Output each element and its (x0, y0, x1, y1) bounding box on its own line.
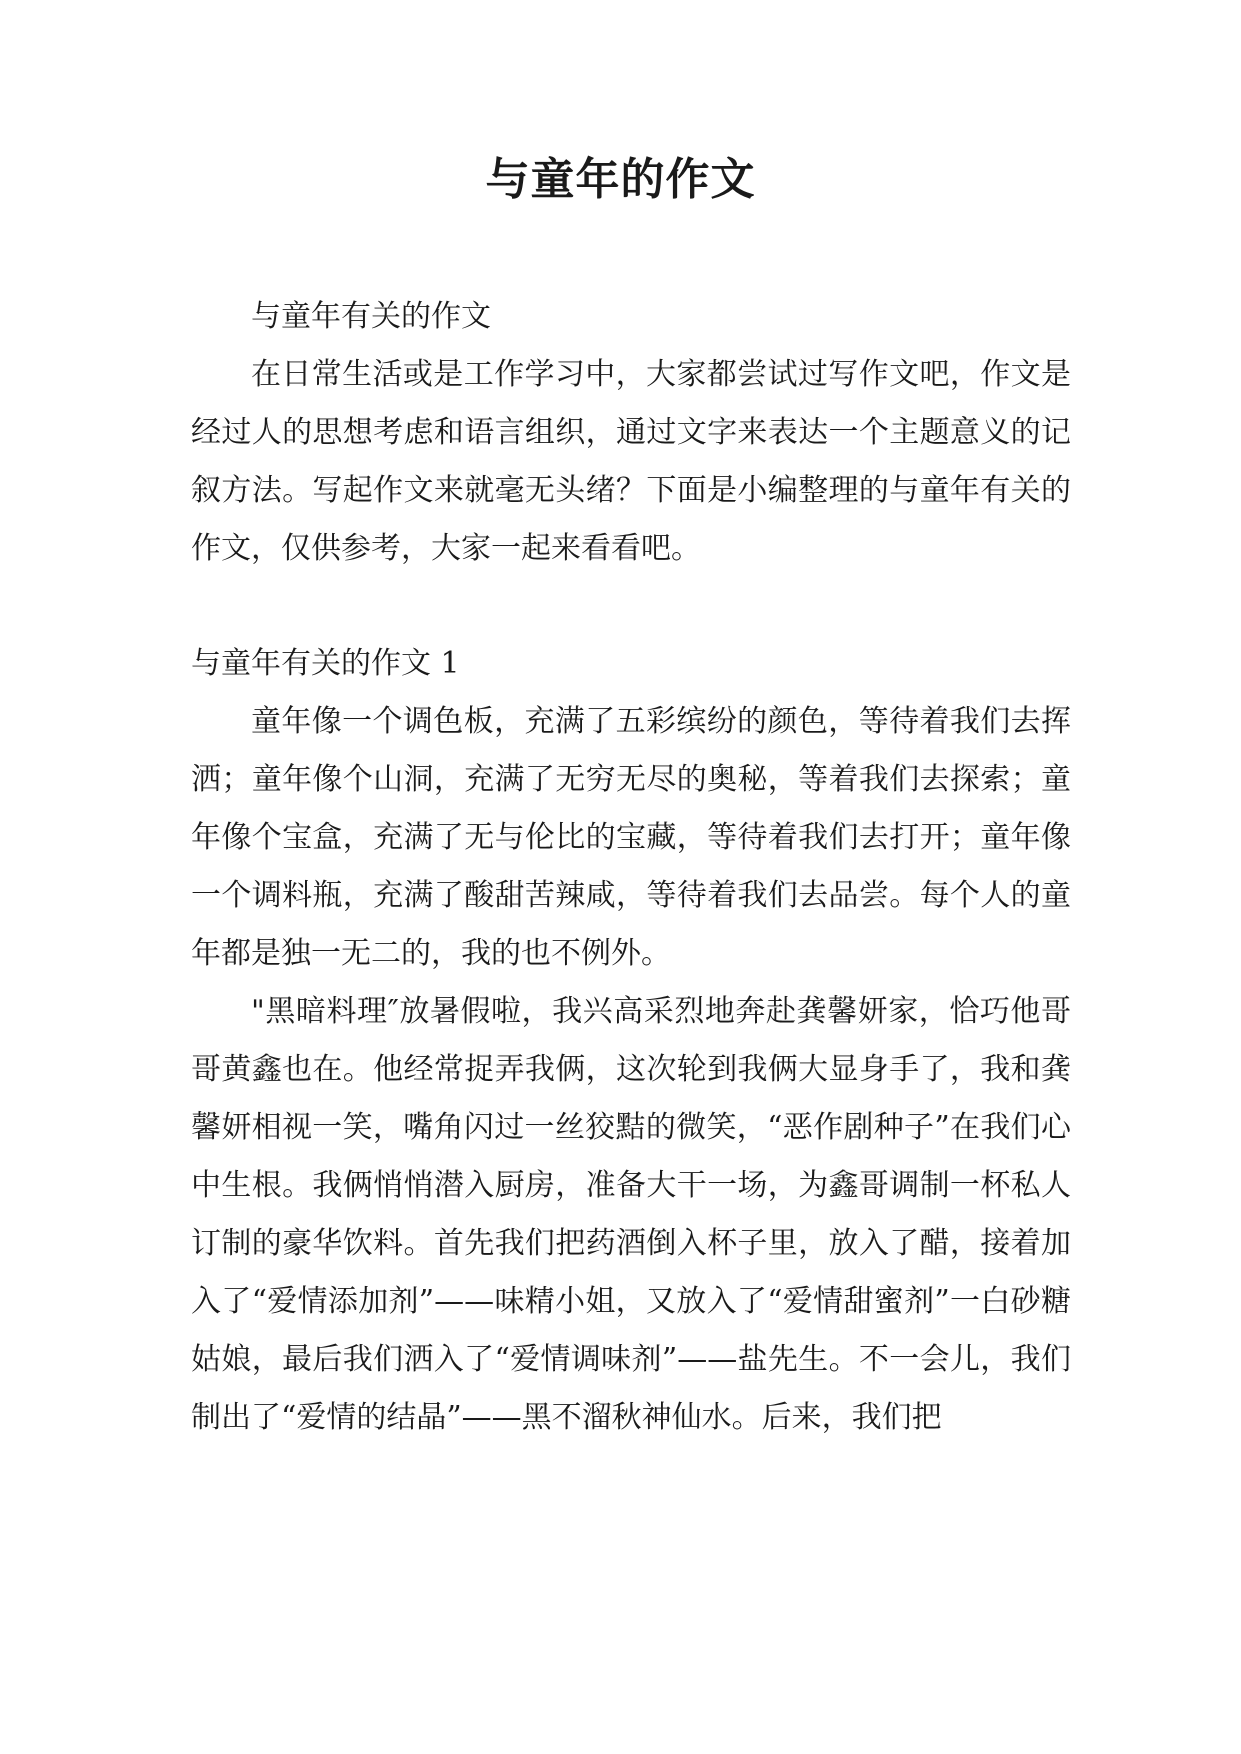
body-paragraph: "黑暗料理″放暑假啦，我兴高采烈地奔赴龚馨妍家，恰巧他哥哥黄鑫也在。他经常捉弄我俩，这次轮到我俩大显身手了，我和龚馨妍相视一笑，嘴角闪过一丝狡黠的微笑，“恶作剧种子”在我们心中生根。我俩悄悄潜入厨房，准备大干一场，为鑫哥调制一杯私人订制的豪华饮料。首先我们把药酒倒入杯子里，放入了醋，接着加入了“爱情添加剂”——味精小姐，又放入了“爱情甜蜜剂”一白砂糖姑娘，最后我们洒入了“爱情调味剂”——盐先生。不一会儿，我们制出了“爱情的结晶”——黑不溜秋神仙水。后来，我们把 (191, 994, 1071, 1435)
section-block (191, 635, 1071, 1447)
section-heading: 与童年有关的作文 1 (191, 646, 460, 681)
body-paragraph: 童年像一个调色板，充满了五彩缤纷的颜色，等待着我们去挥洒；童年像个山洞，充满了无穷无尽的奥秘，等着我们去探索；童年像个宝盒，充满了无与伦比的宝藏，等待着我们去打开；童年像一个调料瓶，充满了酸甜苦辣咸，等待着我们去品尝。每个人的童年都是独一无二的，我的也不例外。 (191, 704, 1071, 971)
intro-paragraph: 在日常生活或是工作学习中，大家都尝试过写作文吧，作文是经过人的思想考虑和语言组织，通过文字来表达一个主题意义的记叙方法。写起作文来就毫无头绪？下面是小编整理的与童年有关的作文，仅供参考，大家一起来看看吧。 (191, 357, 1071, 566)
document-title: 与童年的作文 (485, 154, 756, 205)
document-subtitle: 与童年有关的作文 (251, 299, 491, 334)
intro-block (191, 288, 1071, 578)
